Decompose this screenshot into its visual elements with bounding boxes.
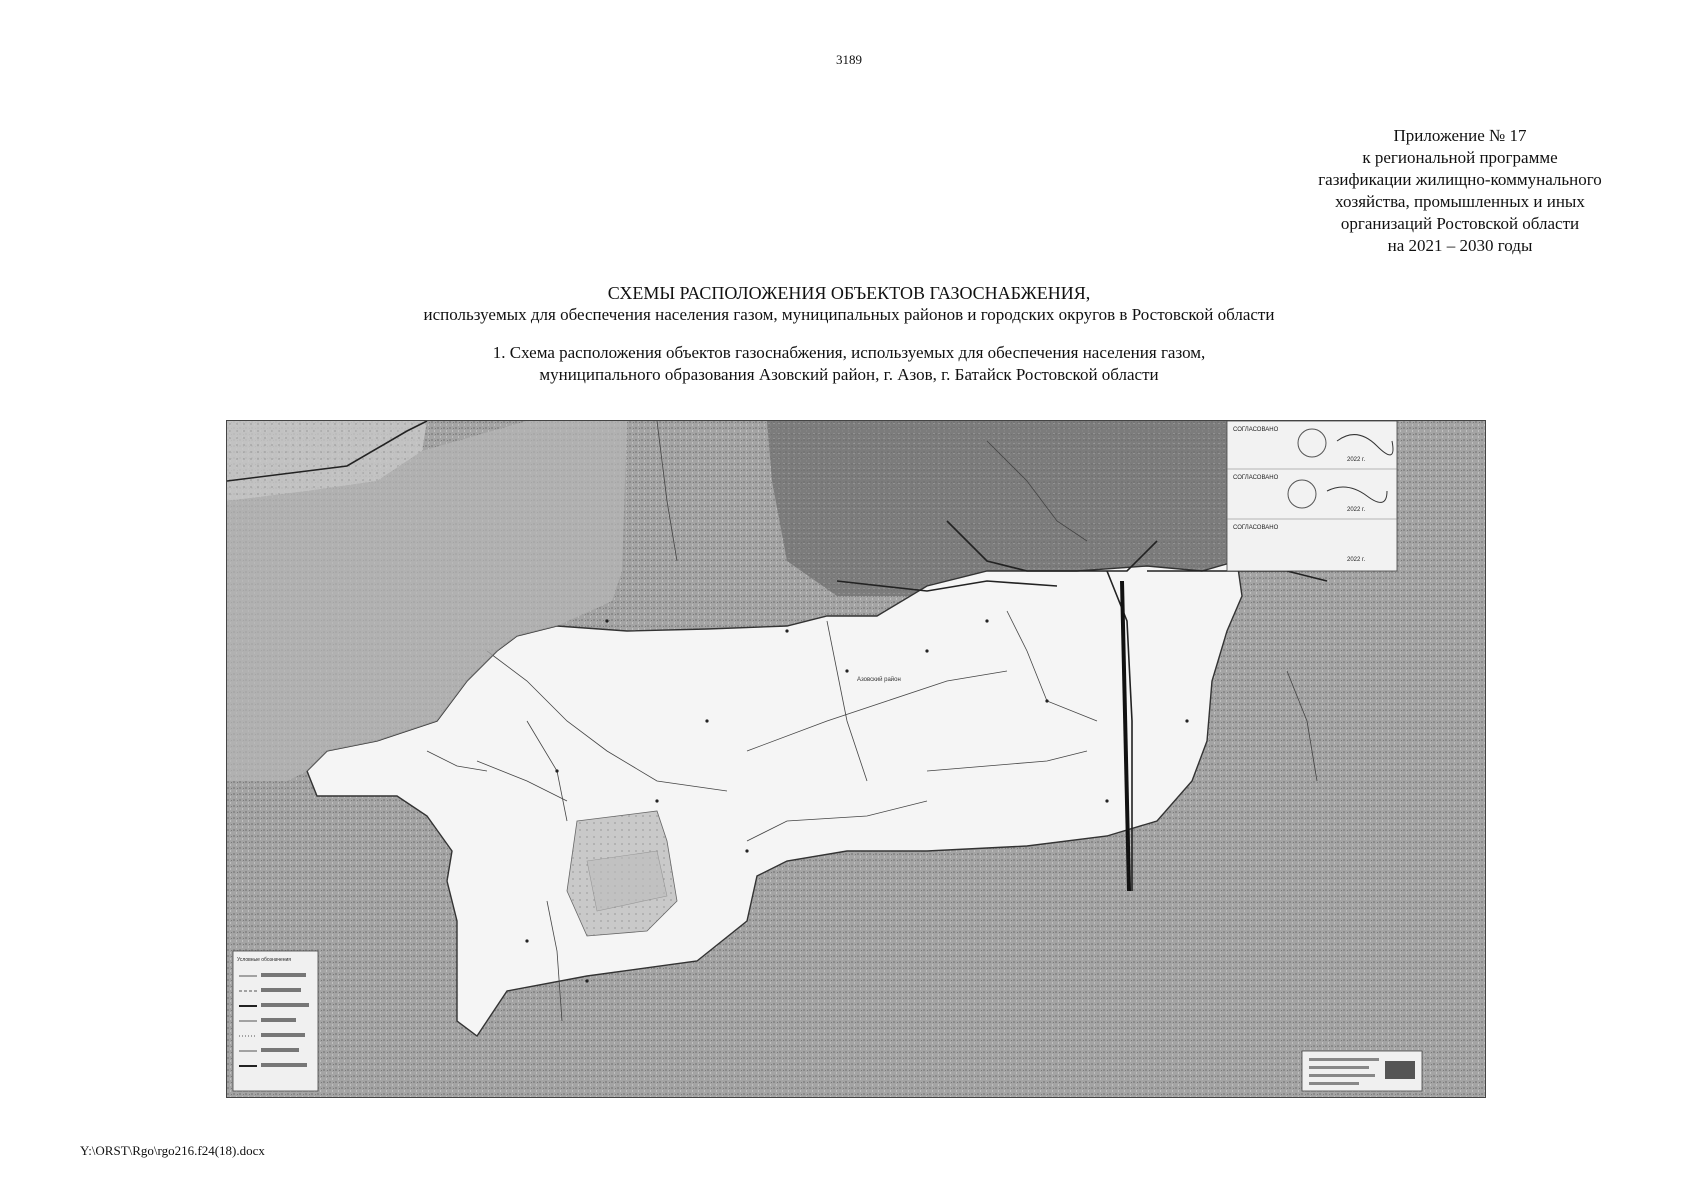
appendix-line: газификации жилищно-коммунального — [1318, 170, 1602, 189]
appendix-line: Приложение № 17 — [1393, 126, 1527, 145]
approval-year: 2022 г. — [1347, 507, 1366, 513]
footer-file-path: Y:\ORST\Rgo\rgo216.f24(18).docx — [80, 1143, 265, 1158]
scheme-title-line: муниципального образования Азовский район, г. Азов, г. Батайск Ростовской области — [539, 365, 1159, 384]
appendix-line: на 2021 – 2030 годы — [1387, 236, 1533, 255]
approval-heading: СОГЛАСОВАНО — [1233, 475, 1279, 481]
gazprom-title-block — [1302, 1051, 1422, 1091]
title-sub: используемых для обеспечения населения газом, муниципальных районов и городских округов в Ростовской области — [423, 305, 1275, 324]
scheme-title — [0, 342, 1698, 386]
district-label: Азовский район — [857, 677, 901, 683]
appendix-line: хозяйства, промышленных и иных — [1335, 192, 1585, 211]
approval-heading: СОГЛАСОВАНО — [1233, 525, 1279, 531]
document-titles — [0, 282, 1698, 386]
approval-stamps — [1227, 421, 1397, 571]
approval-year: 2022 г. — [1347, 557, 1366, 563]
legend-title: Условные обозначения — [237, 957, 292, 963]
map-legend — [233, 951, 318, 1091]
appendix-line: организаций Ростовской области — [1340, 214, 1580, 233]
map-graphic — [227, 421, 1485, 1097]
page-number: 3189 — [836, 52, 862, 67]
appendix-line: к региональной программе — [1362, 148, 1558, 167]
scheme-title-line: 1. Схема расположения объектов газоснабжения, используемых для обеспечения населения газом, — [492, 343, 1206, 362]
gazprom-logo-icon — [1385, 1061, 1415, 1079]
title-main: СХЕМЫ РАСПОЛОЖЕНИЯ ОБЪЕКТОВ ГАЗОСНАБЖЕНИЯ, — [607, 283, 1091, 303]
appendix-header — [1270, 125, 1650, 257]
approval-year: 2022 г. — [1347, 457, 1366, 463]
approval-heading: СОГЛАСОВАНО — [1233, 427, 1279, 433]
gas-supply-scheme-map — [226, 420, 1486, 1098]
